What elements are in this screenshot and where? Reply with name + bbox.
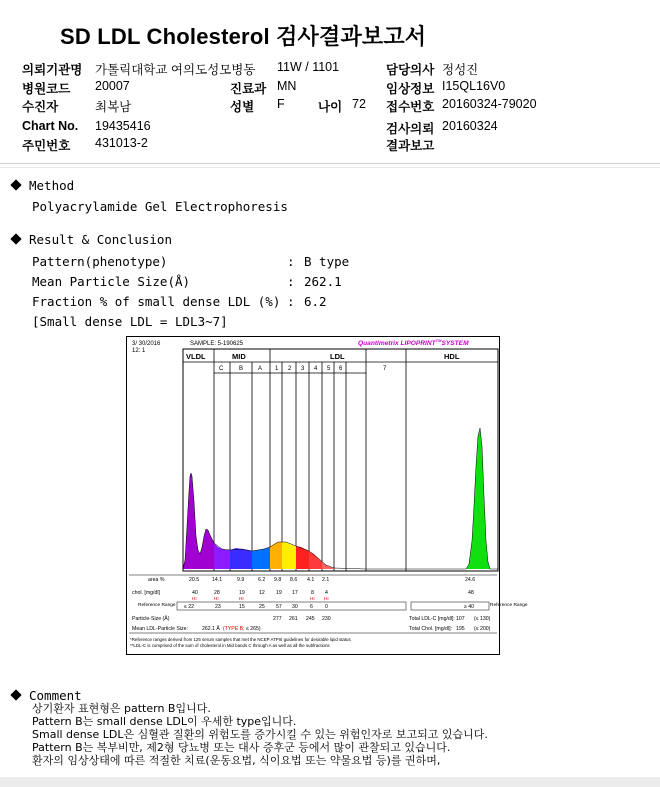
ref-value: 6 (310, 604, 313, 610)
dept-value: MN (277, 79, 297, 93)
header-divider-shadow (0, 167, 660, 168)
chol-value: 12 (259, 590, 265, 596)
pattern-value: B type (304, 254, 350, 269)
age-label: 나이 (318, 100, 343, 114)
chart-sample: SAMPLE: 5-190625 (190, 341, 244, 347)
doctor-value: 정성진 (442, 63, 479, 77)
hdl-chol-value: 48 (468, 590, 474, 596)
report-title: SD LDL Cholesterol 검사결과보고서 (60, 24, 427, 49)
subband-b: B (239, 366, 244, 372)
chart-no-value: 19435416 (95, 119, 151, 133)
subband-3: 3 (301, 366, 305, 372)
sex-label: 성별 (230, 100, 255, 114)
hospital-code-label: 병원코드 (22, 82, 71, 96)
right-ref-label: Reference Range (490, 603, 528, 608)
subband-1: 1 (275, 366, 279, 372)
hospital-code-value: 20007 (95, 79, 130, 93)
total-chol-value: 195 (456, 626, 465, 632)
subband-7: 7 (383, 366, 387, 372)
id-label: 주민번호 (22, 139, 71, 153)
subband-6: 6 (339, 366, 343, 372)
chart-brand (358, 338, 469, 347)
area-value: 9.9 (237, 577, 245, 583)
clinical-info-value: I15QL16V0 (442, 79, 506, 93)
receipt-value: 20160324-79020 (442, 97, 537, 111)
receipt-label: 접수번호 (386, 100, 435, 114)
request-label: 검사의뢰 (386, 122, 435, 136)
ref-value: 0 (325, 604, 328, 610)
dept-label: 진료과 (230, 82, 267, 96)
comment-line: Small dense LDL은 심혈관 질환의 위험도를 증가시킬 수 있는 위험인자로 보고되고 있습니다. (32, 728, 488, 741)
hi-flag: HI (214, 596, 219, 601)
total-ldl-limit: (≤ 130) (474, 616, 491, 622)
result-heading (12, 232, 172, 247)
mean-size-label: Mean Particle Size(Å) (32, 274, 191, 289)
ref-value: 57 (276, 604, 282, 610)
hdl-ref-value: ≥ 40 (464, 604, 475, 610)
age-value: 72 (352, 97, 366, 111)
request-value: 20160324 (442, 119, 498, 133)
ref-value: 15 (239, 604, 245, 610)
band-ldl-label: LDL (330, 352, 345, 361)
method-text: Polyacrylamide Gel Electrophoresis (32, 199, 288, 214)
total-ldl-label: Total LDL-C [mg/dl]: (409, 616, 455, 622)
doctor-label: 담당의사 (386, 63, 435, 77)
lipoprint-chart (126, 336, 528, 655)
band-vldl-label: VLDL (186, 352, 206, 361)
hi-flag: HI (324, 596, 329, 601)
ref-value: 25 (259, 604, 265, 610)
hi-flag: HI (239, 596, 244, 601)
result-heading-text: Result & Conclusion (29, 232, 172, 247)
chol-value: 4 (325, 590, 328, 596)
chart-run: 12: 1 (132, 348, 146, 354)
area-value: 6.2 (258, 577, 266, 583)
size-value: 245 (306, 616, 315, 622)
subband-4: 4 (314, 366, 318, 372)
size-value: 261 (289, 616, 298, 622)
area-value: 14.1 (212, 577, 223, 583)
chol-value: 28 (214, 590, 220, 596)
chart-no-label: Chart No. (22, 119, 79, 133)
patient-value: 최복남 (95, 100, 132, 114)
institution-label: 의뢰기관명 (22, 63, 83, 77)
pattern-label: Pattern(phenotype) (32, 254, 168, 269)
mean-size-value: 262.1 (304, 274, 342, 289)
ward-value: 11W / 1101 (277, 60, 340, 74)
brand-suffix: SYSTEM (441, 340, 469, 347)
mean-value: 262.1 Å (202, 626, 220, 632)
row-label-area: area % (148, 577, 165, 583)
patient-label: 수진자 (22, 100, 59, 114)
size-value: 230 (322, 616, 331, 622)
area-value: 4.1 (307, 577, 315, 583)
row-label-chol: chol. [mg/dl] (132, 590, 160, 596)
fraction-sep: : (287, 294, 295, 309)
row-label-ref: Reference Range (138, 603, 176, 608)
hdl-area-value: 24.6 (465, 577, 476, 583)
area-value: 20.5 (189, 577, 200, 583)
trace-mid-b (230, 548, 252, 569)
hi-flag: HI (192, 596, 197, 601)
method-heading-text: Method (29, 178, 75, 193)
fraction-value: 6.2 (304, 294, 327, 309)
brand-tm: TM (435, 338, 442, 343)
total-chol-limit: (≤ 200) (474, 626, 491, 632)
bullet-diamond-icon (10, 233, 21, 244)
band-hdl-label: HDL (444, 352, 460, 361)
chart-date: 3/ 30/2016 (132, 341, 161, 347)
institution-value: 가톨릭대학교 여의도성모병동 (95, 63, 256, 77)
area-value: 9.8 (274, 577, 282, 583)
chol-value: 40 (192, 590, 198, 596)
subband-5: 5 (327, 366, 331, 372)
ref-value: ≤ 22 (184, 604, 195, 610)
size-value: 277 (273, 616, 282, 622)
comment-heading (12, 688, 82, 703)
mean-size-chart-value (202, 625, 261, 632)
ref-value: 30 (292, 604, 298, 610)
subband-2: 2 (288, 366, 292, 372)
chart-footnote-1: *Reference ranges derived from 125 serum samples that met the NCEP ATPIII guidelines for desirable lipid status (130, 637, 351, 642)
trace-ldl2 (282, 542, 296, 569)
subband-a: A (258, 366, 263, 372)
sex-value: F (277, 97, 285, 111)
comment-heading-text: Comment (29, 688, 82, 703)
chol-value: 19 (239, 590, 245, 596)
chart-footnote-2: **LDL-C is comprised of the sum of cholesterol in Mid bands C through A as well as all the subfractions (130, 643, 330, 648)
chol-value: 17 (292, 590, 298, 596)
chol-value: 19 (276, 590, 282, 596)
row-label-mean: Mean LDL-Particle Size: (132, 626, 188, 632)
total-ldl-value: 107 (456, 616, 465, 622)
chart-frame (127, 337, 500, 655)
page-bottom-bar (0, 777, 660, 787)
mean-type: (TYPE B (222, 626, 244, 632)
band-mid-label: MID (232, 352, 246, 361)
ref-value: 23 (215, 604, 221, 610)
comment-line: 상기환자 표현형은 pattern B입니다. (32, 702, 211, 715)
report-label: 결과보고 (386, 139, 435, 153)
id-value: 431013-2 (95, 136, 148, 150)
fraction-label: Fraction % of small dense LDL (%) (32, 294, 281, 309)
total-chol-label: Total Chol. [mg/dl]: (409, 626, 452, 632)
subband-c: C (219, 366, 224, 372)
comment-line: Pattern B는 복부비만, 제2형 당뇨병 또는 대사 증후군 등에서 많이 관찰되고 있습니다. (32, 741, 451, 754)
sdldl-note: [Small dense LDL = LDL3~7] (32, 314, 228, 329)
area-value: 2.1 (322, 577, 330, 583)
row-label-size: Particle-Size (Å) (132, 616, 170, 622)
method-heading (12, 178, 74, 193)
bullet-diamond-icon (10, 689, 21, 700)
bullet-diamond-icon (10, 179, 21, 190)
area-value: 8.6 (290, 577, 298, 583)
hi-flag: HI (310, 596, 315, 601)
mean-cut: ; ≤ 265) (243, 626, 261, 632)
brand-name: Quantimetrix LIPOPRINT (358, 340, 436, 347)
header-divider (0, 163, 660, 164)
comment-line: 환자의 임상상태에 따른 적절한 치료(운동요법, 식이요법 또는 약물요법 등)를 권하며, (32, 754, 441, 767)
clinical-info-label: 임상정보 (386, 82, 435, 96)
chol-value: 8 (311, 590, 314, 596)
pattern-sep: : (287, 254, 295, 269)
mean-size-sep: : (287, 274, 295, 289)
comment-line: Pattern B는 small dense LDL이 우세한 type입니다. (32, 715, 297, 728)
